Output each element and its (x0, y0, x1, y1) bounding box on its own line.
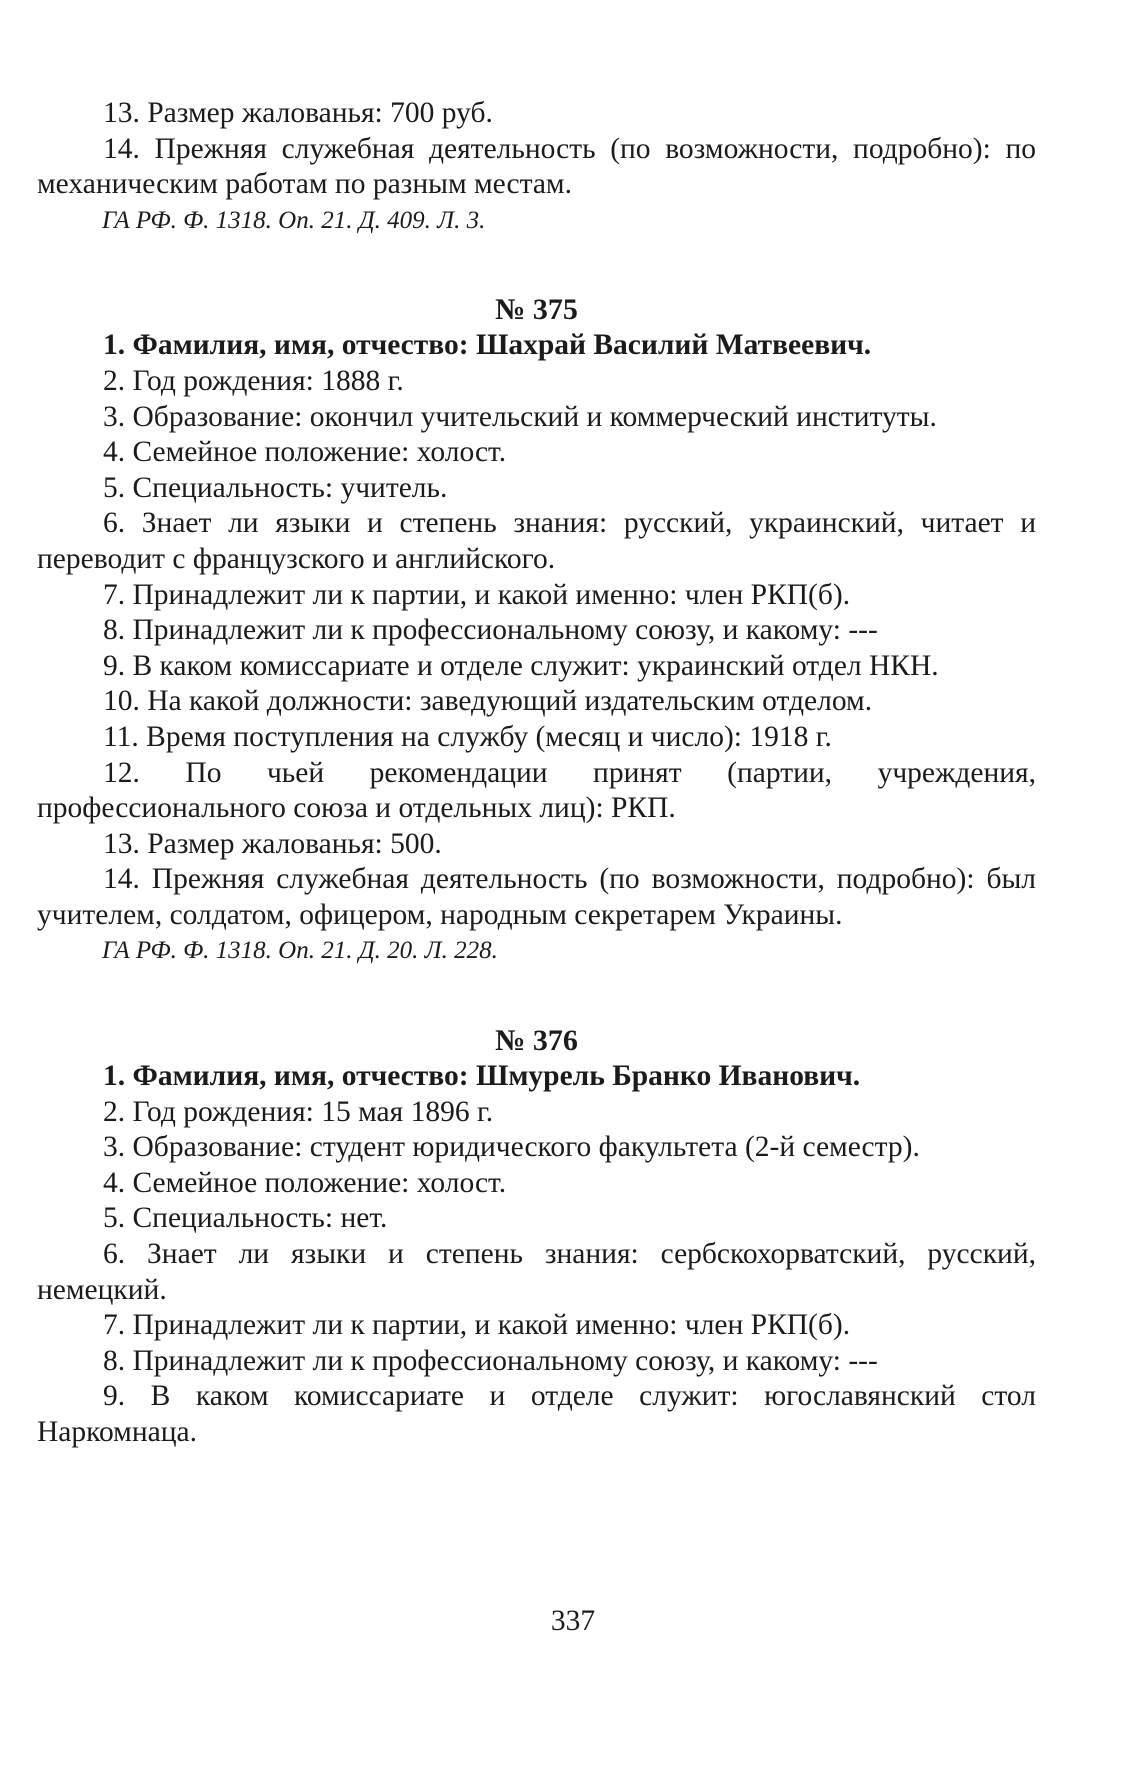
document-375-item: 13. Размер жалованья: 500. (103, 827, 442, 860)
prev-item-13: 13. Размер жалованья: 700 руб. (103, 97, 493, 129)
document-376-full-name: 1. Фамилия, имя, отчество: Шмурель Бранко Иванович. (103, 1060, 861, 1093)
page-text (37, 96, 1036, 1451)
document-376-item: 2. Год рождения: 15 мая 1896 г. (103, 1095, 494, 1128)
document-375-item: 9. В каком комиссариате и отделе служит: украинский отдел НКН. (103, 649, 939, 682)
document-376-item: 4. Семейное положение: холост. (103, 1166, 507, 1199)
document-375-item: 4. Семейное положение: холост. (103, 436, 507, 469)
document-375-source-reference: ГА РФ. Ф. 1318. Оп. 21. Д. 20. Л. 228. (102, 937, 498, 965)
document-375-item: 12. По чьей рекомендации принят (партии, учреждения, профессионального союза и отдельных лиц): РКП. (37, 756, 1036, 825)
document-376-heading: № 376 (495, 1024, 578, 1058)
document-375-item: 5. Специальность: учитель. (103, 471, 448, 504)
document-376-item: 7. Принадлежит ли к партии, и какой именно: член РКП(б). (103, 1309, 851, 1342)
document-375-heading: № 375 (495, 293, 578, 327)
document-376-item: 5. Специальность: нет. (103, 1202, 388, 1235)
document-375-item: 7. Принадлежит ли к партии, и какой именно: член РКП(б). (103, 578, 851, 611)
document-376-item: 6. Знает ли языки и степень знания: сербскохорватский, русский, немецкий. (37, 1238, 1036, 1306)
prev-source-reference: ГА РФ. Ф. 1318. Оп. 21. Д. 409. Л. 3. (102, 206, 486, 234)
document-375-full-name: 1. Фамилия, имя, отчество: Шахрай Василий Матвеевич. (103, 329, 872, 362)
document-375-item: 3. Образование: окончил учительский и коммерческий институты. (103, 400, 937, 433)
document-375-item: 11. Время поступления на службу (месяц и число): 1918 г. (103, 720, 832, 753)
page-number: 337 (550, 1605, 596, 1637)
document-375-item: 10. На какой должности: заведующий издательским отделом. (103, 685, 873, 718)
document-375-item: 8. Принадлежит ли к профессиональному союзу, и какому: --- (103, 614, 878, 647)
document-376-item: 9. В каком комиссариате и отделе служит: югославянский стол Наркомнаца. (37, 1380, 1036, 1448)
document-375-item: 14. Прежняя служебная деятельность (по возможности, подробно): был учителем, солдатом, офицером, народным секретарем Украины. (37, 863, 1036, 931)
document-376-item: 3. Образование: студент юридического факультета (2-й семестр). (103, 1131, 920, 1164)
document-375-item: 2. Год рождения: 1888 г. (103, 364, 404, 397)
prev-item-14: 14. Прежняя служебная деятельность (по возможности, подробно): по механическим работам по разным местам. (37, 132, 1036, 201)
document-376-item: 8. Принадлежит ли к профессиональному союзу, и какому: --- (103, 1344, 878, 1377)
document-375-item: 6. Знает ли языки и степень знания: русский, украинский, читает и переводит с французского и английского. (37, 507, 1036, 575)
